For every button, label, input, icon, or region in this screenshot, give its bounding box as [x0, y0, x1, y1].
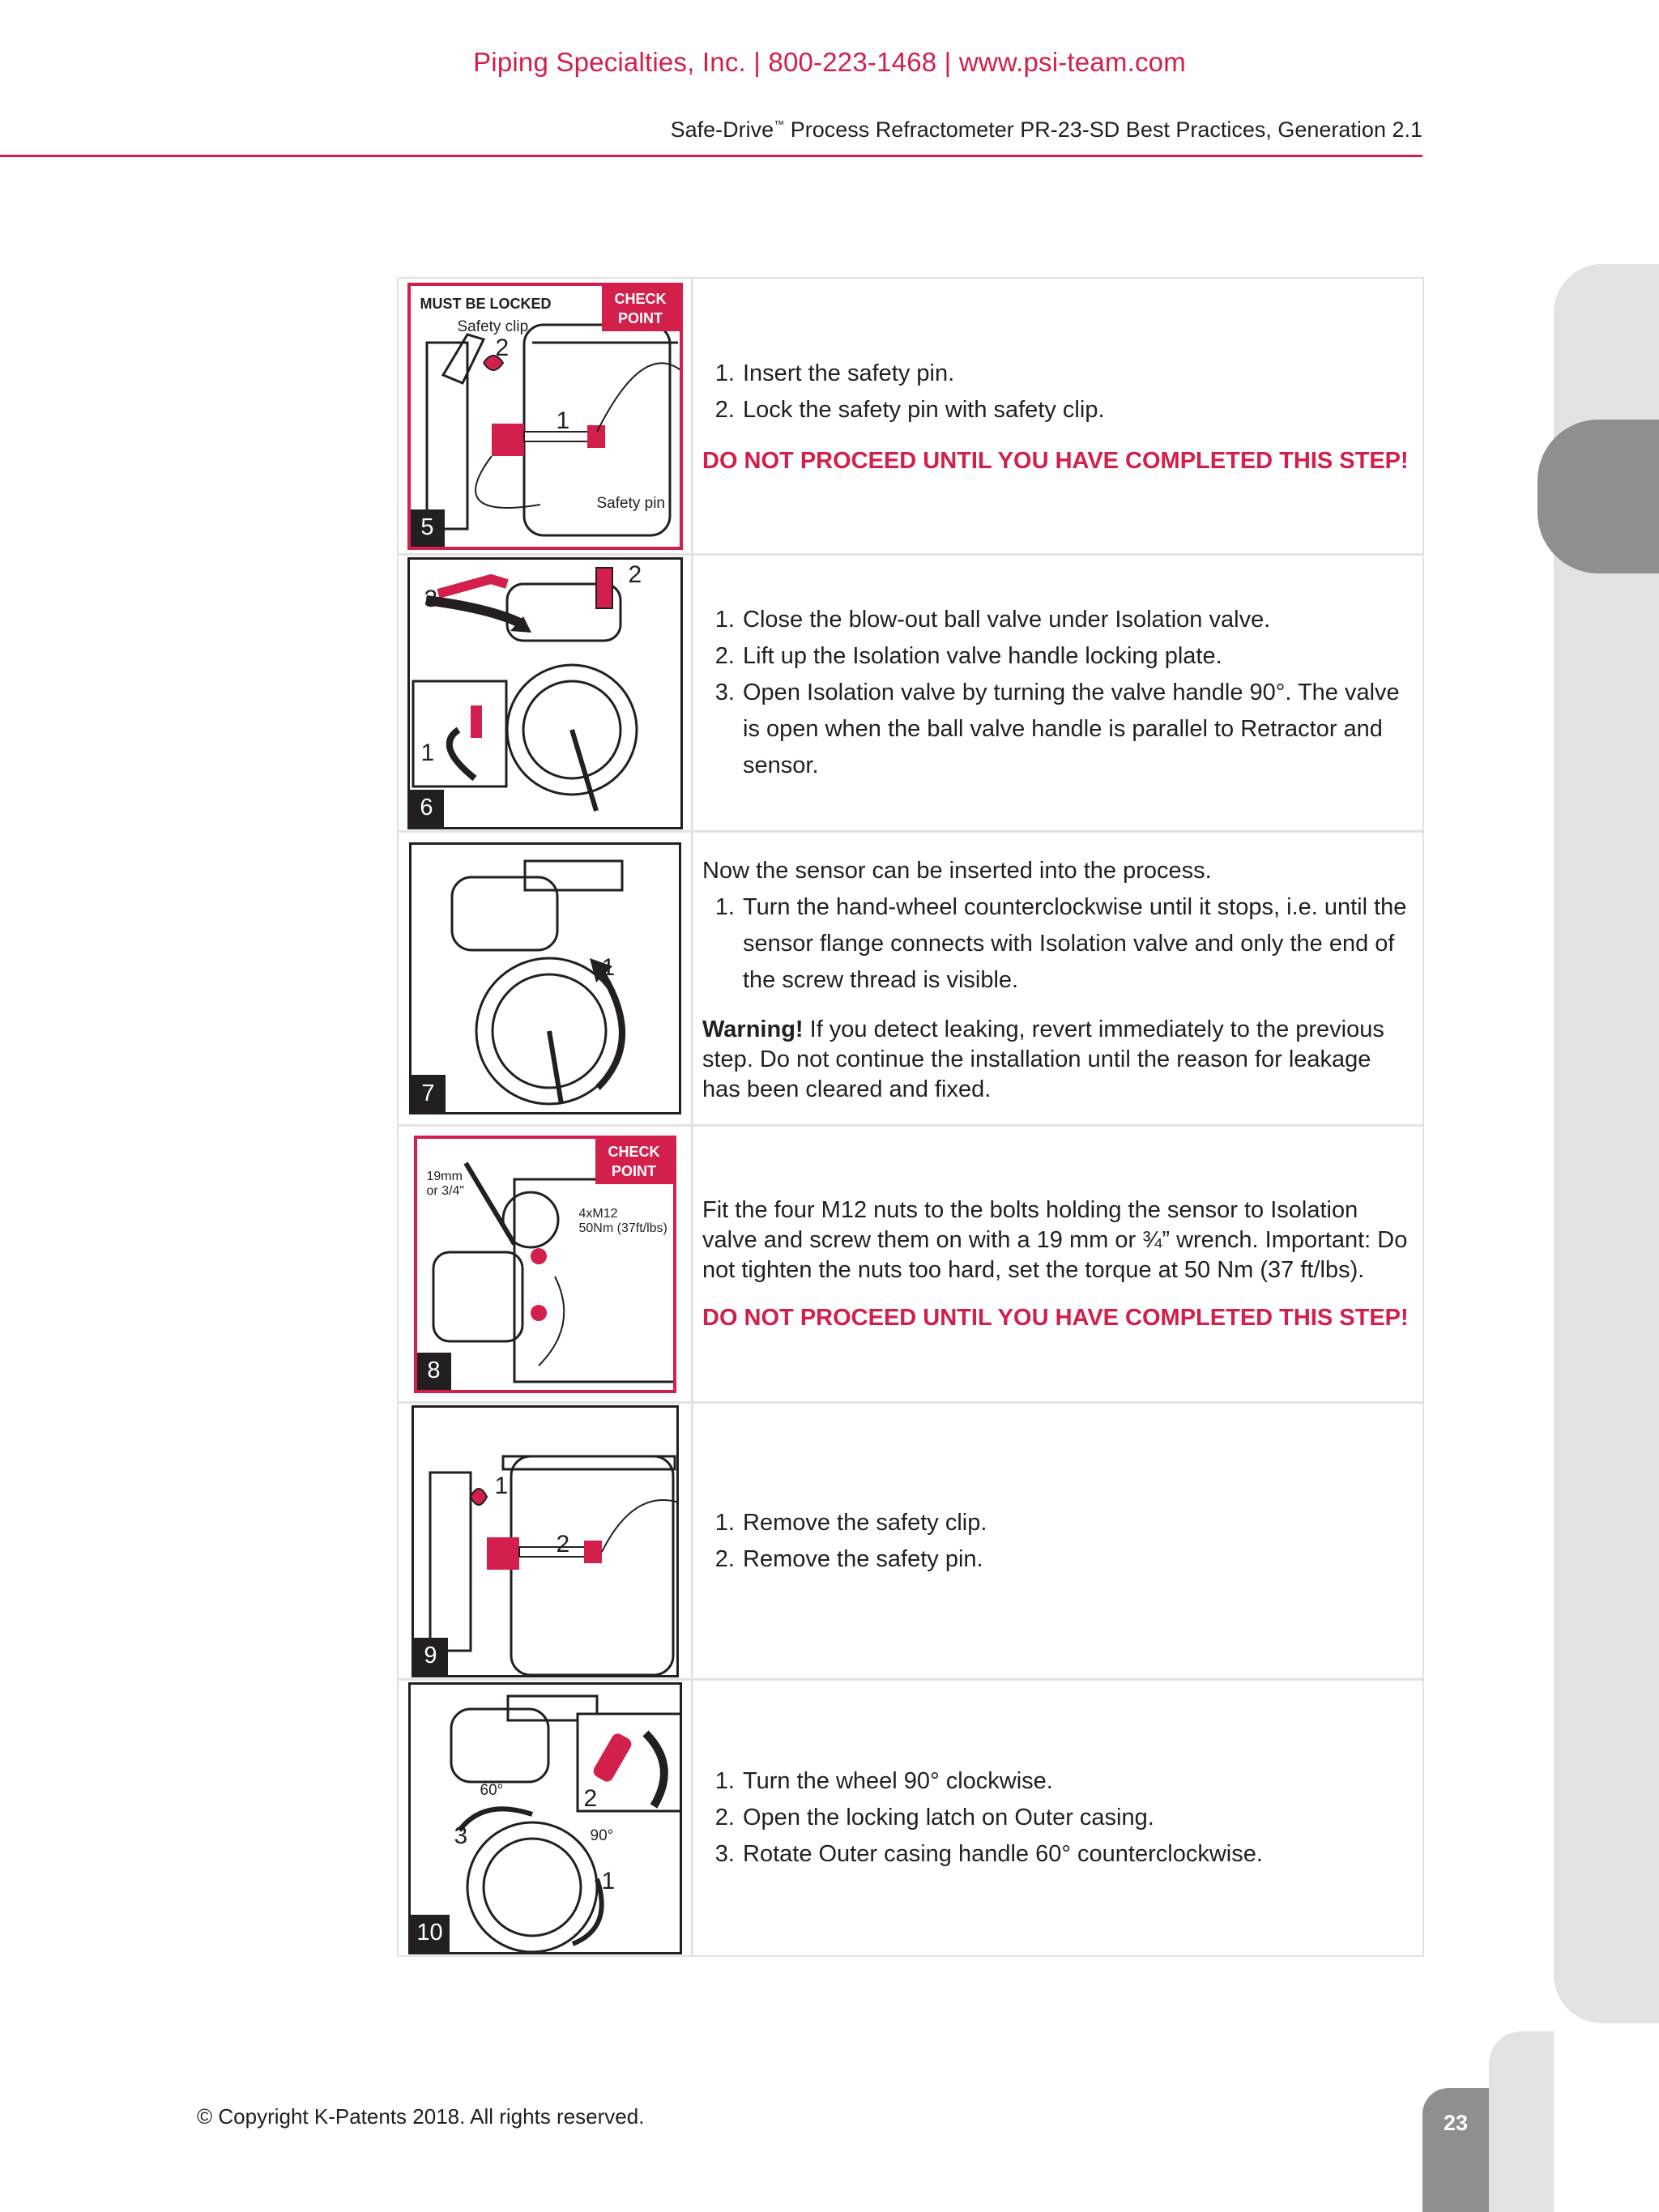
step-row-10 [399, 1681, 1422, 1955]
page-tab-background [1489, 2031, 1554, 2212]
step-5-list [702, 356, 1413, 428]
list-item: 1. Close the blow-out ball valve under Isolation valve. [741, 602, 1413, 638]
wrench-size-metric: 19mm [426, 1169, 463, 1183]
hand-wheel-illustration [412, 845, 681, 1115]
step-5-figure [407, 283, 683, 550]
step-figure-cell [399, 279, 693, 553]
leak-warning [702, 1015, 1413, 1105]
step-number-badge: 10 [411, 1915, 450, 1952]
step-figure-cell [399, 1404, 693, 1678]
document-title [671, 117, 1422, 143]
callout-1: 1 [601, 954, 616, 981]
list-item: 2. Lock the safety pin with safety clip. [741, 392, 1413, 428]
checkpoint-badge: CHECK POINT [602, 286, 680, 331]
step-row-5 [399, 279, 1422, 556]
copyright-notice: © Copyright K-Patents 2018. All rights reserved. [197, 2104, 645, 2129]
step-figure-cell [399, 833, 693, 1124]
nut-torque-label [579, 1207, 667, 1236]
step-number-badge: 8 [417, 1353, 451, 1390]
callout-2: 2 [556, 1530, 570, 1558]
step-9-list [702, 1505, 1413, 1578]
callout-1: 1 [601, 1867, 616, 1894]
active-section-tab[interactable] [1537, 420, 1659, 573]
angle-60-label: 60° [480, 1781, 504, 1799]
step-7-figure [409, 842, 681, 1115]
do-not-proceed-warning: DO NOT PROCEED UNTIL YOU HAVE COMPLETED THIS STEP! [702, 448, 1409, 474]
wrench-size-imperial: or 3/4" [426, 1183, 465, 1198]
safety-pin-label: Safety pin [596, 494, 665, 512]
callout-2: 2 [628, 560, 642, 588]
callout-1: 1 [556, 407, 570, 434]
warning-bold: Warning! [702, 1016, 804, 1042]
list-item: 1. Insert the safety pin. [741, 356, 1413, 392]
must-be-locked-label: MUST BE LOCKED [420, 295, 552, 312]
list-item: 1. Turn the hand-wheel counterclockwise until it stops, i.e. until the sensor flange connects with Isolation valve and only the end of the screw thread is visible. [741, 889, 1413, 999]
list-item: 2. Remove the safety pin. [741, 1541, 1413, 1578]
checkpoint-badge: CHECK POINT [595, 1139, 673, 1184]
step-9-figure [412, 1405, 679, 1677]
step-7-intro: Now the sensor can be inserted into the process. [702, 857, 1212, 884]
step-10-list [702, 1763, 1413, 1873]
list-item: 1. Remove the safety clip. [741, 1505, 1413, 1541]
do-not-proceed-warning: DO NOT PROCEED UNTIL YOU HAVE COMPLETED THIS STEP! [702, 1304, 1409, 1331]
isolation-valve-illustration [410, 560, 683, 829]
outer-casing-illustration [411, 1685, 682, 1954]
callout-3: 3 [424, 585, 438, 612]
step-10-figure [408, 1682, 682, 1954]
step-number-badge: 6 [410, 790, 444, 827]
doc-title-rest: Process Refractometer PR-23-SD Best Practices, Generation 2.1 [784, 117, 1422, 142]
remove-pin-illustration [414, 1408, 679, 1677]
step-8-paragraph: Fit the four M12 nuts to the bolts holding the sensor to Isolation valve and screw them on with a 19 mm or ¾” wrench. Important: Do not tighten the nuts too hard, set the torque at 50 Nm (37 ft/lbs). [702, 1196, 1408, 1283]
step-number-badge: 9 [414, 1638, 448, 1675]
callout-1: 1 [420, 739, 435, 766]
header-rule [0, 155, 1422, 157]
step-6-figure [407, 557, 683, 829]
step-7-list [702, 889, 1413, 999]
step-number-badge: 5 [411, 509, 445, 547]
trademark-mark: ™ [774, 118, 785, 130]
step-8-figure [414, 1136, 676, 1393]
list-item: 2. Lift up the Isolation valve handle locking plate. [741, 638, 1413, 675]
wrench-size-label [427, 1170, 465, 1199]
step-row-9 [399, 1404, 1422, 1681]
warning-text: If you detect leaking, revert immediately to the previous step. Do not continue the installation until the reason for leakage has been cleared and fixed. [702, 1016, 1384, 1102]
page-number: 23 [1443, 2111, 1469, 2135]
callout-2: 2 [583, 1784, 598, 1812]
step-6-list [702, 602, 1413, 784]
angle-90-label: 90° [590, 1826, 614, 1844]
step-row-7 [399, 833, 1422, 1127]
step-number-badge: 7 [412, 1075, 446, 1112]
step-figure-cell [399, 1127, 693, 1401]
page-number-tab [1422, 2088, 1489, 2212]
installation-steps-table [397, 277, 1424, 1957]
step-figure-cell [399, 556, 693, 830]
safety-clip-label: Safety clip [457, 318, 529, 335]
list-item: 2. Open the locking latch on Outer casing. [741, 1800, 1413, 1836]
list-item: 3. Open Isolation valve by turning the valve handle 90°. The valve is open when the ball valve handle is parallel to Retractor and sensor. [741, 675, 1413, 784]
doc-title-product: Safe-Drive [670, 117, 774, 142]
list-item: 3. Rotate Outer casing handle 60° counterclockwise. [741, 1836, 1413, 1873]
callout-1: 1 [494, 1472, 509, 1499]
step-figure-cell [399, 1681, 693, 1955]
step-row-6 [399, 556, 1422, 833]
nut-torque: 50Nm (37ft/lbs) [578, 1221, 667, 1235]
callout-3: 3 [454, 1822, 468, 1849]
step-row-8 [399, 1127, 1422, 1404]
company-contact-line: Piping Specialties, Inc. | 800-223-1468 | www.psi-team.com [473, 47, 1186, 77]
list-item: 1. Turn the wheel 90° clockwise. [741, 1763, 1413, 1800]
nut-spec: 4xM12 [578, 1206, 618, 1221]
callout-2: 2 [495, 334, 510, 361]
